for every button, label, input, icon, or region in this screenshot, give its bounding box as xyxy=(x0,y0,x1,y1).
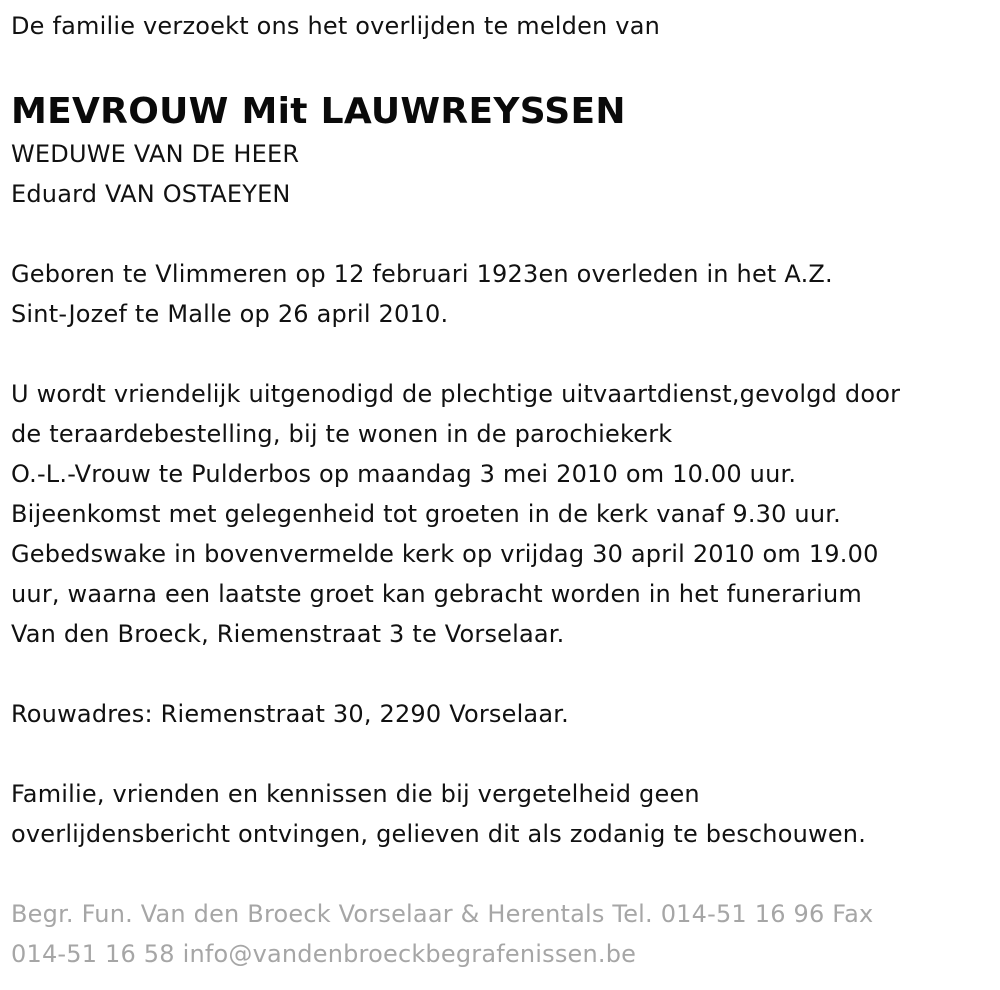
paragraph-line: Gebedswake in bovenvermelde kerk op vrijdag 30 april 2010 om 19.00 xyxy=(11,540,879,568)
footer-line: 014-51 16 58 info@vandenbroeckbegrafenissen.be xyxy=(11,940,637,968)
spacer xyxy=(11,654,1000,694)
spacer xyxy=(11,734,1000,774)
paragraph-line: de teraardebestelling, bij te wonen in de parochiekerk xyxy=(11,420,673,448)
notice-paragraph xyxy=(11,774,1000,854)
deceased-relation: WEDUWE VAN DE HEER xyxy=(11,140,300,168)
spacer xyxy=(11,854,1000,894)
paragraph-line: Familie, vrienden en kennissen die bij vergetelheid geen xyxy=(11,780,700,808)
spacer xyxy=(11,46,1000,86)
deceased-name: MEVROUW Mit LAUWREYSSEN xyxy=(11,91,626,132)
mourning-address: Rouwadres: Riemenstraat 30, 2290 Vorselaar. xyxy=(11,700,569,728)
paragraph-line: Geboren te Vlimmeren op 12 februari 1923en overleden in het A.Z. xyxy=(11,260,833,288)
service-paragraph xyxy=(11,374,1000,654)
footer-line: Begr. Fun. Van den Broeck Vorselaar & Herentals Tel. 014-51 16 96 Fax xyxy=(11,900,874,928)
paragraph-line: Sint-Jozef te Malle op 26 april 2010. xyxy=(11,300,449,328)
intro-text: De familie verzoekt ons het overlijden te melden van xyxy=(11,12,661,40)
funeral-home-footer xyxy=(11,894,1000,974)
paragraph-line: U wordt vriendelijk uitgenodigd de plechtige uitvaartdienst,gevolgd door xyxy=(11,380,901,408)
paragraph-line: uur, waarna een laatste groet kan gebracht worden in het funerarium xyxy=(11,580,862,608)
birth-death-paragraph xyxy=(11,254,1000,334)
spacer xyxy=(11,334,1000,374)
spacer xyxy=(11,214,1000,254)
paragraph-line: Van den Broeck, Riemenstraat 3 te Vorselaar. xyxy=(11,620,565,648)
paragraph-line: Bijeenkomst met gelegenheid tot groeten in de kerk vanaf 9.30 uur. xyxy=(11,500,841,528)
paragraph-line: O.-L.-Vrouw te Pulderbos op maandag 3 mei 2010 om 10.00 uur. xyxy=(11,460,797,488)
paragraph-line: overlijdensbericht ontvingen, gelieven dit als zodanig te beschouwen. xyxy=(11,820,867,848)
spouse-name: Eduard VAN OSTAEYEN xyxy=(11,180,291,208)
